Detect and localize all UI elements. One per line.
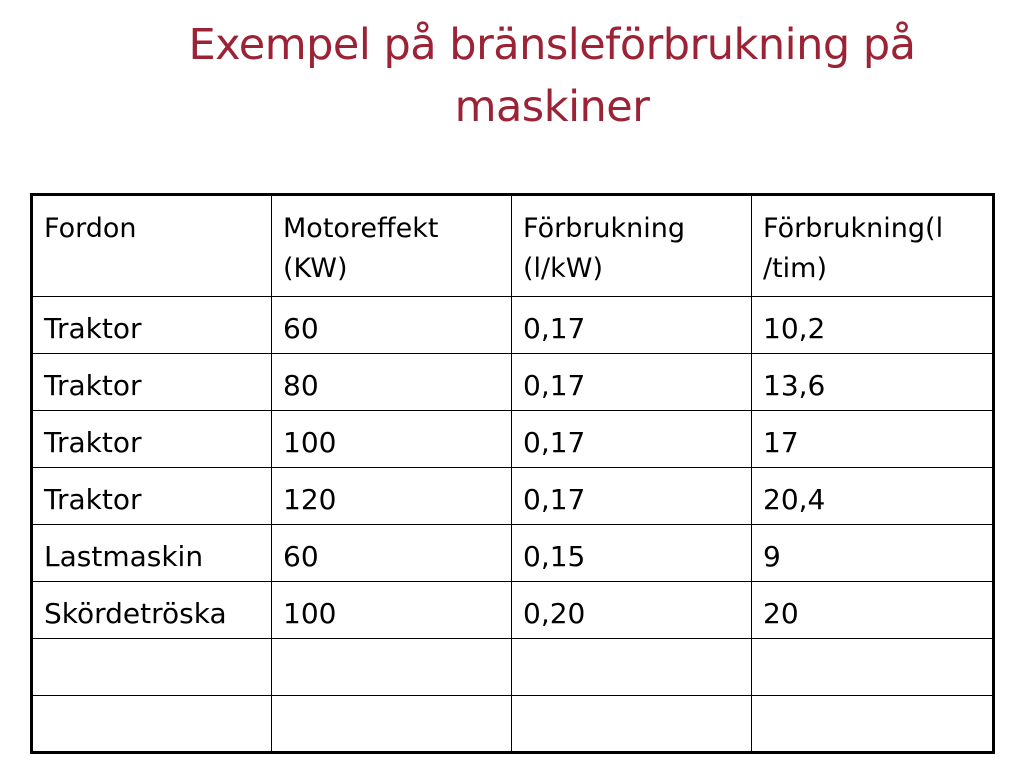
table-cell: 60 (272, 525, 512, 582)
table-cell: 10,2 (752, 297, 994, 354)
table-cell: 0,17 (512, 354, 752, 411)
table-cell (32, 696, 272, 753)
table-cell (512, 696, 752, 753)
fuel-consumption-table (30, 193, 995, 754)
table-row (32, 411, 994, 468)
table-cell: 0,17 (512, 411, 752, 468)
table-cell: 60 (272, 297, 512, 354)
table-cell: Lastmaskin (32, 525, 272, 582)
header-text: Motoreffekt (KW) (283, 213, 439, 284)
table-cell: 0,17 (512, 297, 752, 354)
table-row-empty (32, 696, 994, 753)
table-cell: 0,20 (512, 582, 752, 639)
header-text: Fordon (44, 213, 137, 244)
table-cell: 100 (272, 411, 512, 468)
table-cell: 9 (752, 525, 994, 582)
table-cell: Traktor (32, 411, 272, 468)
table-row (32, 297, 994, 354)
table-cell: Traktor (32, 297, 272, 354)
header-cell-forbrukning-per-tim (752, 195, 994, 297)
table-row (32, 582, 994, 639)
table-cell: 20 (752, 582, 994, 639)
table-cell: 17 (752, 411, 994, 468)
table-cell (752, 696, 994, 753)
table-cell: 80 (272, 354, 512, 411)
table-cell (512, 639, 752, 696)
table-row-empty (32, 639, 994, 696)
table-cell: Traktor (32, 354, 272, 411)
table-cell: 0,15 (512, 525, 752, 582)
table-cell (272, 639, 512, 696)
header-cell-motoreffekt (272, 195, 512, 297)
table-cell: 13,6 (752, 354, 994, 411)
header-cell-forbrukning-per-kw (512, 195, 752, 297)
table-row (32, 468, 994, 525)
header-text: Förbrukning (l/kW) (523, 213, 686, 284)
table-header-row (32, 195, 994, 297)
table-cell (272, 696, 512, 753)
table-cell (752, 639, 994, 696)
slide-title: Exempel på bränsleförbrukning på maskiner (188, 20, 916, 132)
table-cell: 120 (272, 468, 512, 525)
table-cell: 20,4 (752, 468, 994, 525)
table-cell: Traktor (32, 468, 272, 525)
table-cell (32, 639, 272, 696)
table-cell: 100 (272, 582, 512, 639)
header-text: Förbrukning(l /tim) (763, 213, 944, 284)
fuel-consumption-table-container (30, 193, 995, 754)
table-cell: Skördetröska (32, 582, 272, 639)
table-cell: 0,17 (512, 468, 752, 525)
table-row (32, 354, 994, 411)
table-row (32, 525, 994, 582)
header-cell-fordon (32, 195, 272, 297)
